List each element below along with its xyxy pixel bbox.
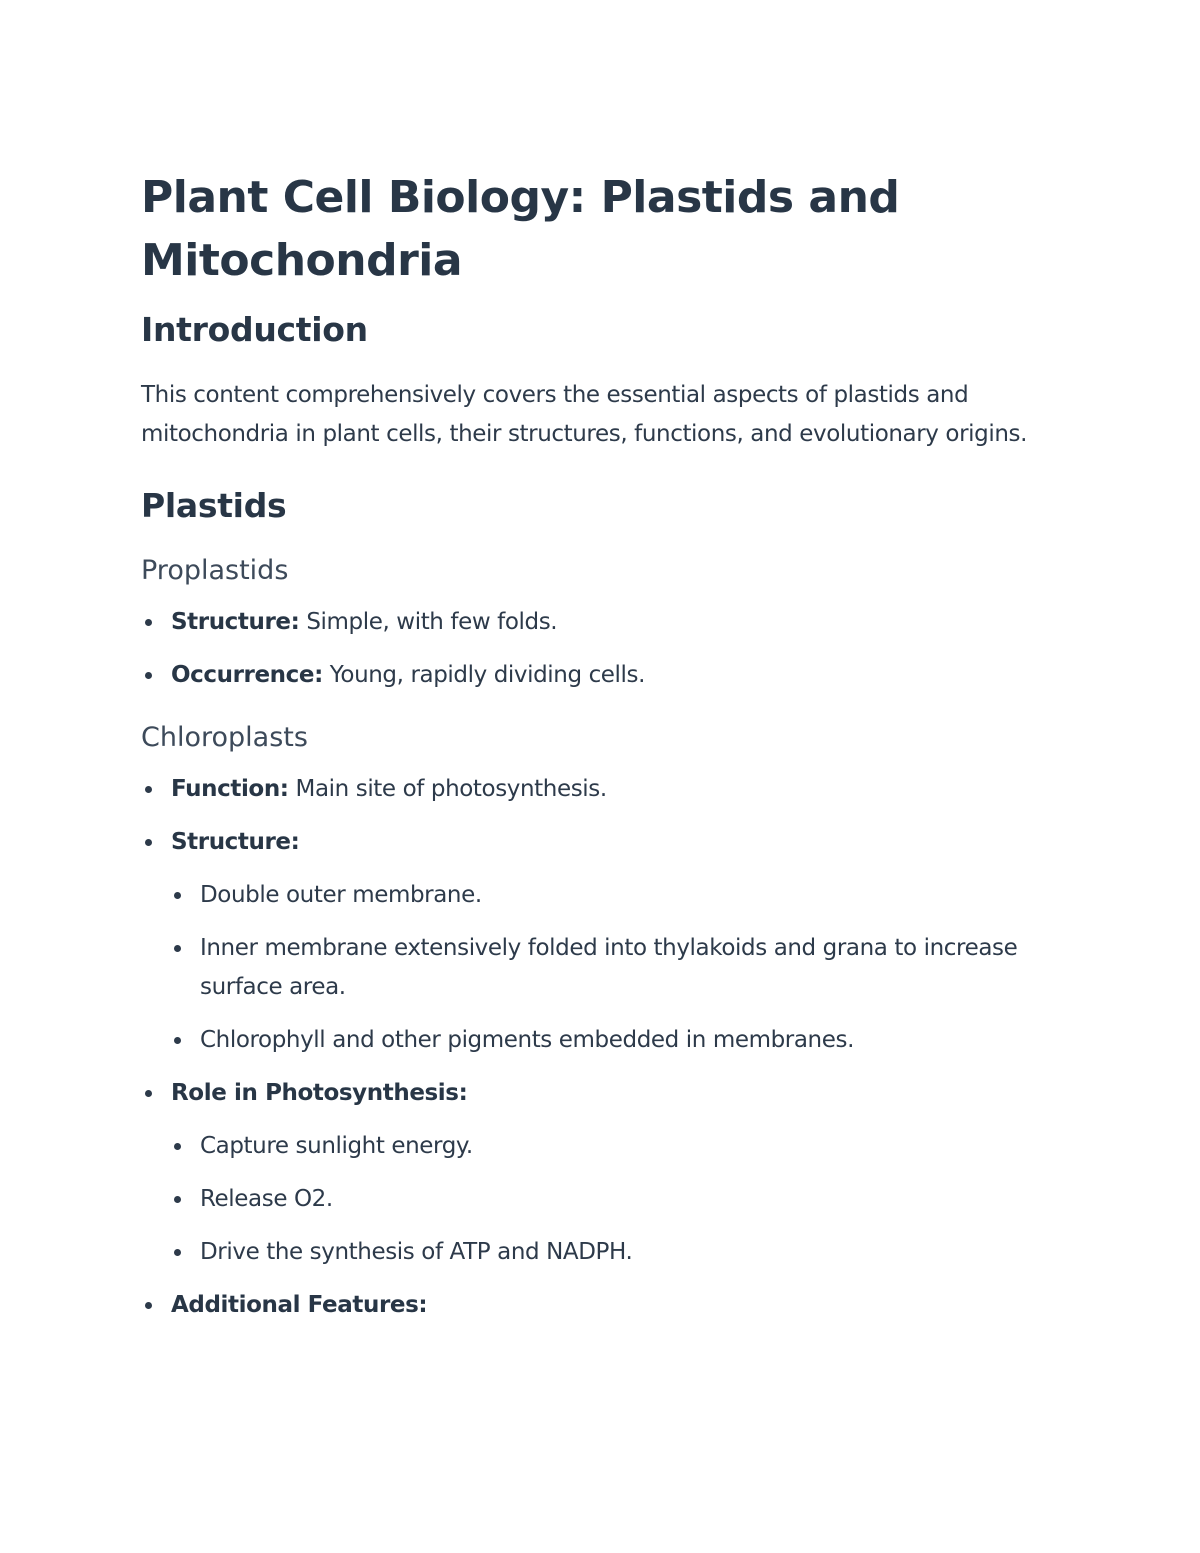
sublist-item — [141, 1127, 1071, 1166]
document-page — [141, 166, 1071, 1339]
item-text: Drive the synthesis of ATP and NADPH. — [200, 1239, 633, 1265]
bullet-icon — [145, 672, 152, 679]
bullet-icon — [145, 786, 152, 793]
plastids-heading: Plastids — [141, 486, 287, 525]
item-text: Capture sunlight energy. — [200, 1133, 473, 1159]
chloroplasts-heading: Chloroplasts — [141, 722, 308, 753]
item-text: Main site of photosynthesis. — [288, 776, 607, 802]
proplastids-list — [141, 603, 1071, 695]
list-item — [141, 656, 1071, 695]
item-text: Inner membrane extensively folded into thylakoids and grana to increase surface area. — [200, 935, 1018, 1000]
bullet-icon — [145, 1302, 152, 1309]
bullet-icon — [174, 892, 181, 899]
item-text: Double outer membrane. — [200, 882, 482, 908]
item-text: Young, rapidly dividing cells. — [322, 662, 646, 688]
item-label: Structure: — [171, 829, 300, 855]
bullet-icon — [145, 1090, 152, 1097]
proplastids-heading: Proplastids — [141, 555, 289, 586]
sublist-item — [141, 1021, 1071, 1060]
sublist-item — [141, 876, 1071, 915]
introduction-heading: Introduction — [141, 310, 368, 349]
list-item — [141, 823, 1071, 1060]
introduction-paragraph: This content comprehensively covers the essential aspects of plastids and mitochondria in plant cells, their structures, functions, and evolutionary origins. — [141, 382, 1027, 447]
list-item — [141, 603, 1071, 642]
sublist-item — [141, 1233, 1071, 1272]
list-item — [141, 1074, 1071, 1272]
item-label: Additional Features: — [171, 1292, 428, 1318]
list-item — [141, 1286, 1071, 1325]
bullet-icon — [145, 839, 152, 846]
item-text: Chlorophyll and other pigments embedded in membranes. — [200, 1027, 854, 1053]
bullet-icon — [174, 1037, 181, 1044]
list-item — [141, 770, 1071, 809]
item-label: Occurrence: — [171, 662, 323, 688]
role-sublist — [141, 1127, 1071, 1272]
bullet-icon — [174, 1143, 181, 1150]
item-label: Structure: — [171, 609, 300, 635]
bullet-icon — [174, 1196, 181, 1203]
sublist-item — [141, 929, 1071, 1007]
structure-sublist — [141, 876, 1071, 1060]
item-text: Release O2. — [200, 1186, 333, 1212]
item-label: Role in Photosynthesis: — [171, 1080, 468, 1106]
chloroplasts-list — [141, 770, 1071, 1325]
item-text: Simple, with few folds. — [299, 609, 558, 635]
bullet-icon — [145, 619, 152, 626]
item-label: Function: — [171, 776, 289, 802]
sublist-item — [141, 1180, 1071, 1219]
bullet-icon — [174, 945, 181, 952]
bullet-icon — [174, 1249, 181, 1256]
page-title: Plant Cell Biology: Plastids and Mitochondria — [141, 172, 900, 286]
